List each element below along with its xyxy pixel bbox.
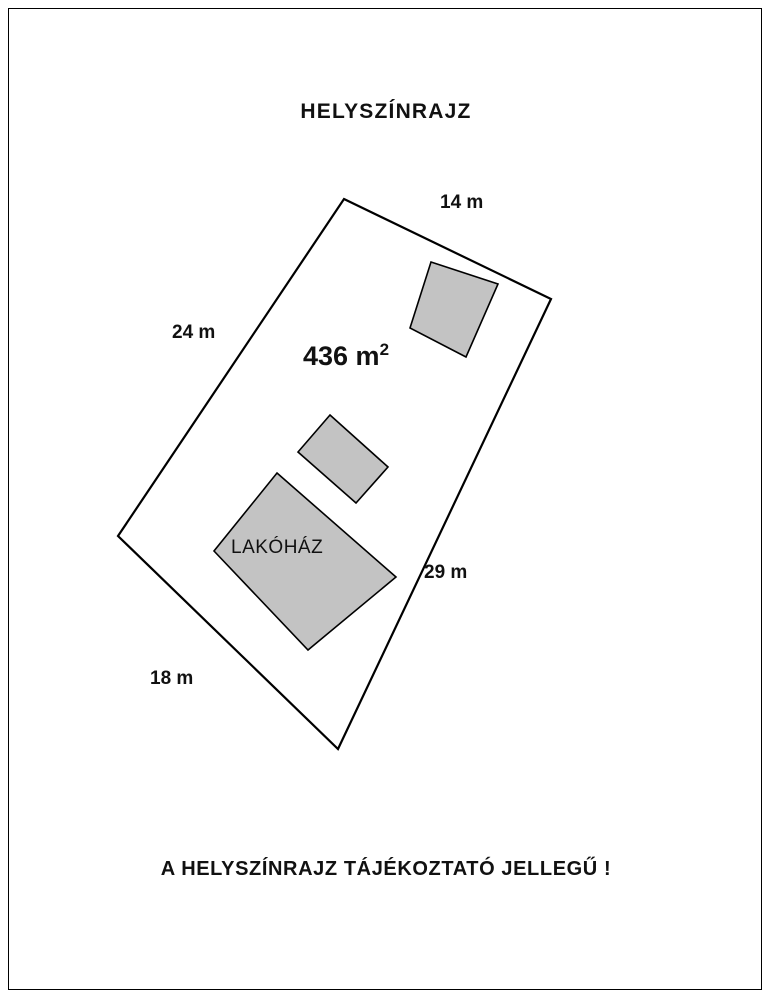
dimension-label-bottom: 18 m [150, 668, 194, 689]
dimension-label-right: 29 m [424, 562, 468, 583]
dimension-label-top: 14 m [440, 192, 484, 213]
plot-area-exponent: 2 [379, 340, 390, 359]
plot-area-label [303, 340, 389, 372]
dimension-label-left: 24 m [172, 322, 216, 343]
footer-note: A HELYSZÍNRAJZ TÁJÉKOZTATÓ JELLEGŰ ! [160, 858, 612, 880]
page-title: HELYSZÍNRAJZ [300, 100, 472, 123]
house-label: LAKÓHÁZ [231, 537, 324, 558]
plot-area-value: 436 m [303, 341, 380, 371]
